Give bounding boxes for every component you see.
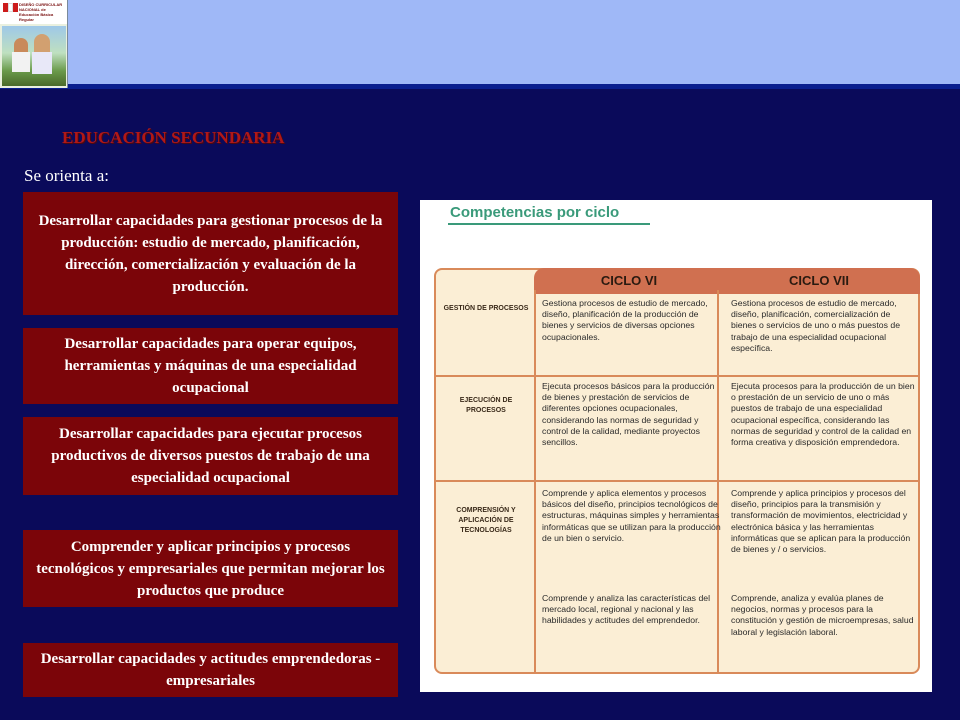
objective-box — [23, 643, 398, 697]
peru-flag-red-icon — [13, 3, 18, 12]
objective-text: Desarrollar capacidades y actitudes emprendedoras - empresariales — [40, 651, 381, 689]
column-header-ciclo-vi: CICLO VI — [600, 273, 658, 288]
objective-text: Desarrollar capacidades para gestionar procesos de la producción: estudio de mercado, planificación, dirección, comercialización y evaluación de la producción. — [38, 212, 383, 295]
column-divider — [534, 290, 536, 672]
objective-box — [23, 328, 398, 404]
title-underline — [448, 223, 650, 225]
cell-comprension-ciclo-vi-2: Comprende y analiza las características del mercado local, regional y nacional y las habilidades y actitudes del emprendedor. — [542, 593, 711, 626]
header-rule — [0, 84, 960, 89]
cell-ejecucion-ciclo-vi: Ejecuta procesos básicos para la producción de bienes y prestación de servicios de diferentes opciones ocupacionales, considerando las normas de seguridad y control de la calidad, mediante proyectos sencillos. — [542, 381, 715, 448]
objective-text: Desarrollar capacidades para operar equipos, herramientas y máquinas de una especialidad ocupacional — [64, 336, 357, 396]
header-band — [0, 0, 960, 84]
row-label-ejecucion: EJECUCIÓN DE PROCESOS — [459, 397, 513, 414]
cell-comprension-ciclo-vii-2: Comprende, analiza y evalúa planes de negocios, normas y procesos para la constitución y gestión de microempresas, salud laboral y legislación laboral. — [731, 593, 914, 637]
cell-gestion-ciclo-vii: Gestiona procesos de estudio de mercado, diseño, planificación, comercialización de bienes o servicios de uno o más puestos de trabajo de una especialidad ocupacional específica. — [731, 298, 901, 353]
row-label-gestion: GESTIÓN DE PROCESOS — [443, 305, 529, 312]
objective-box — [23, 192, 398, 315]
curriculum-logo — [0, 0, 68, 88]
objective-box — [23, 417, 398, 495]
competencias-panel — [420, 200, 932, 692]
cell-comprension-ciclo-vi: Comprende y aplica elementos y procesos básicos del diseño, principios tecnológicos de estructuras, máquinas simples y herramientas informáticas que se utilizan para la producción de un bien o servicio. — [542, 488, 721, 543]
row-label-comprension: COMPRENSIÓN Y APLICACIÓN DE TECNOLOGÍAS — [456, 507, 516, 534]
row-divider — [434, 375, 920, 377]
section-title: EDUCACIÓN SECUNDARIA — [62, 128, 285, 147]
objective-text: Desarrollar capacidades para ejecutar procesos productivos de diversos puestos de trabajo de una especialidad ocupacional — [51, 426, 370, 486]
competencias-title: Competencias por ciclo — [450, 204, 620, 221]
cell-ejecucion-ciclo-vii: Ejecuta procesos para la producción de un bien o prestación de un servicio de uno o más puestos de trabajo de una especialidad ocupacional específica, considerando las normas de seguridad y control de la calidad en forma creativa y disposición emprendedora. — [731, 381, 915, 448]
row-divider — [434, 480, 920, 482]
column-header-ciclo-vii: CICLO VII — [789, 273, 849, 288]
cell-gestion-ciclo-vi: Gestiona procesos de estudio de mercado, diseño, planificación de la producción de bienes y servicios de diversas opciones ocupacionales. — [542, 298, 708, 342]
child-shirt-icon — [12, 52, 30, 72]
child-shirt-icon — [32, 52, 52, 74]
cell-comprension-ciclo-vii: Comprende y aplica principios y procesos del diseño, principios para la transmisión y transformación de movimientos, electricidad y electrónica básica y las herramientas informáticas que se aplican para la producción de bienes y / o servicios. — [731, 488, 911, 555]
subtitle: Se orienta a: — [24, 166, 109, 185]
logo-text: DISEÑO CURRICULAR NACIONAL de Educación Básica Regular — [19, 2, 63, 22]
cycle-header — [534, 268, 920, 294]
objective-box — [23, 530, 398, 607]
objective-text: Comprender y aplicar principios y procesos tecnológicos y empresariales que permitan mejorar los productos que produce — [36, 538, 385, 599]
